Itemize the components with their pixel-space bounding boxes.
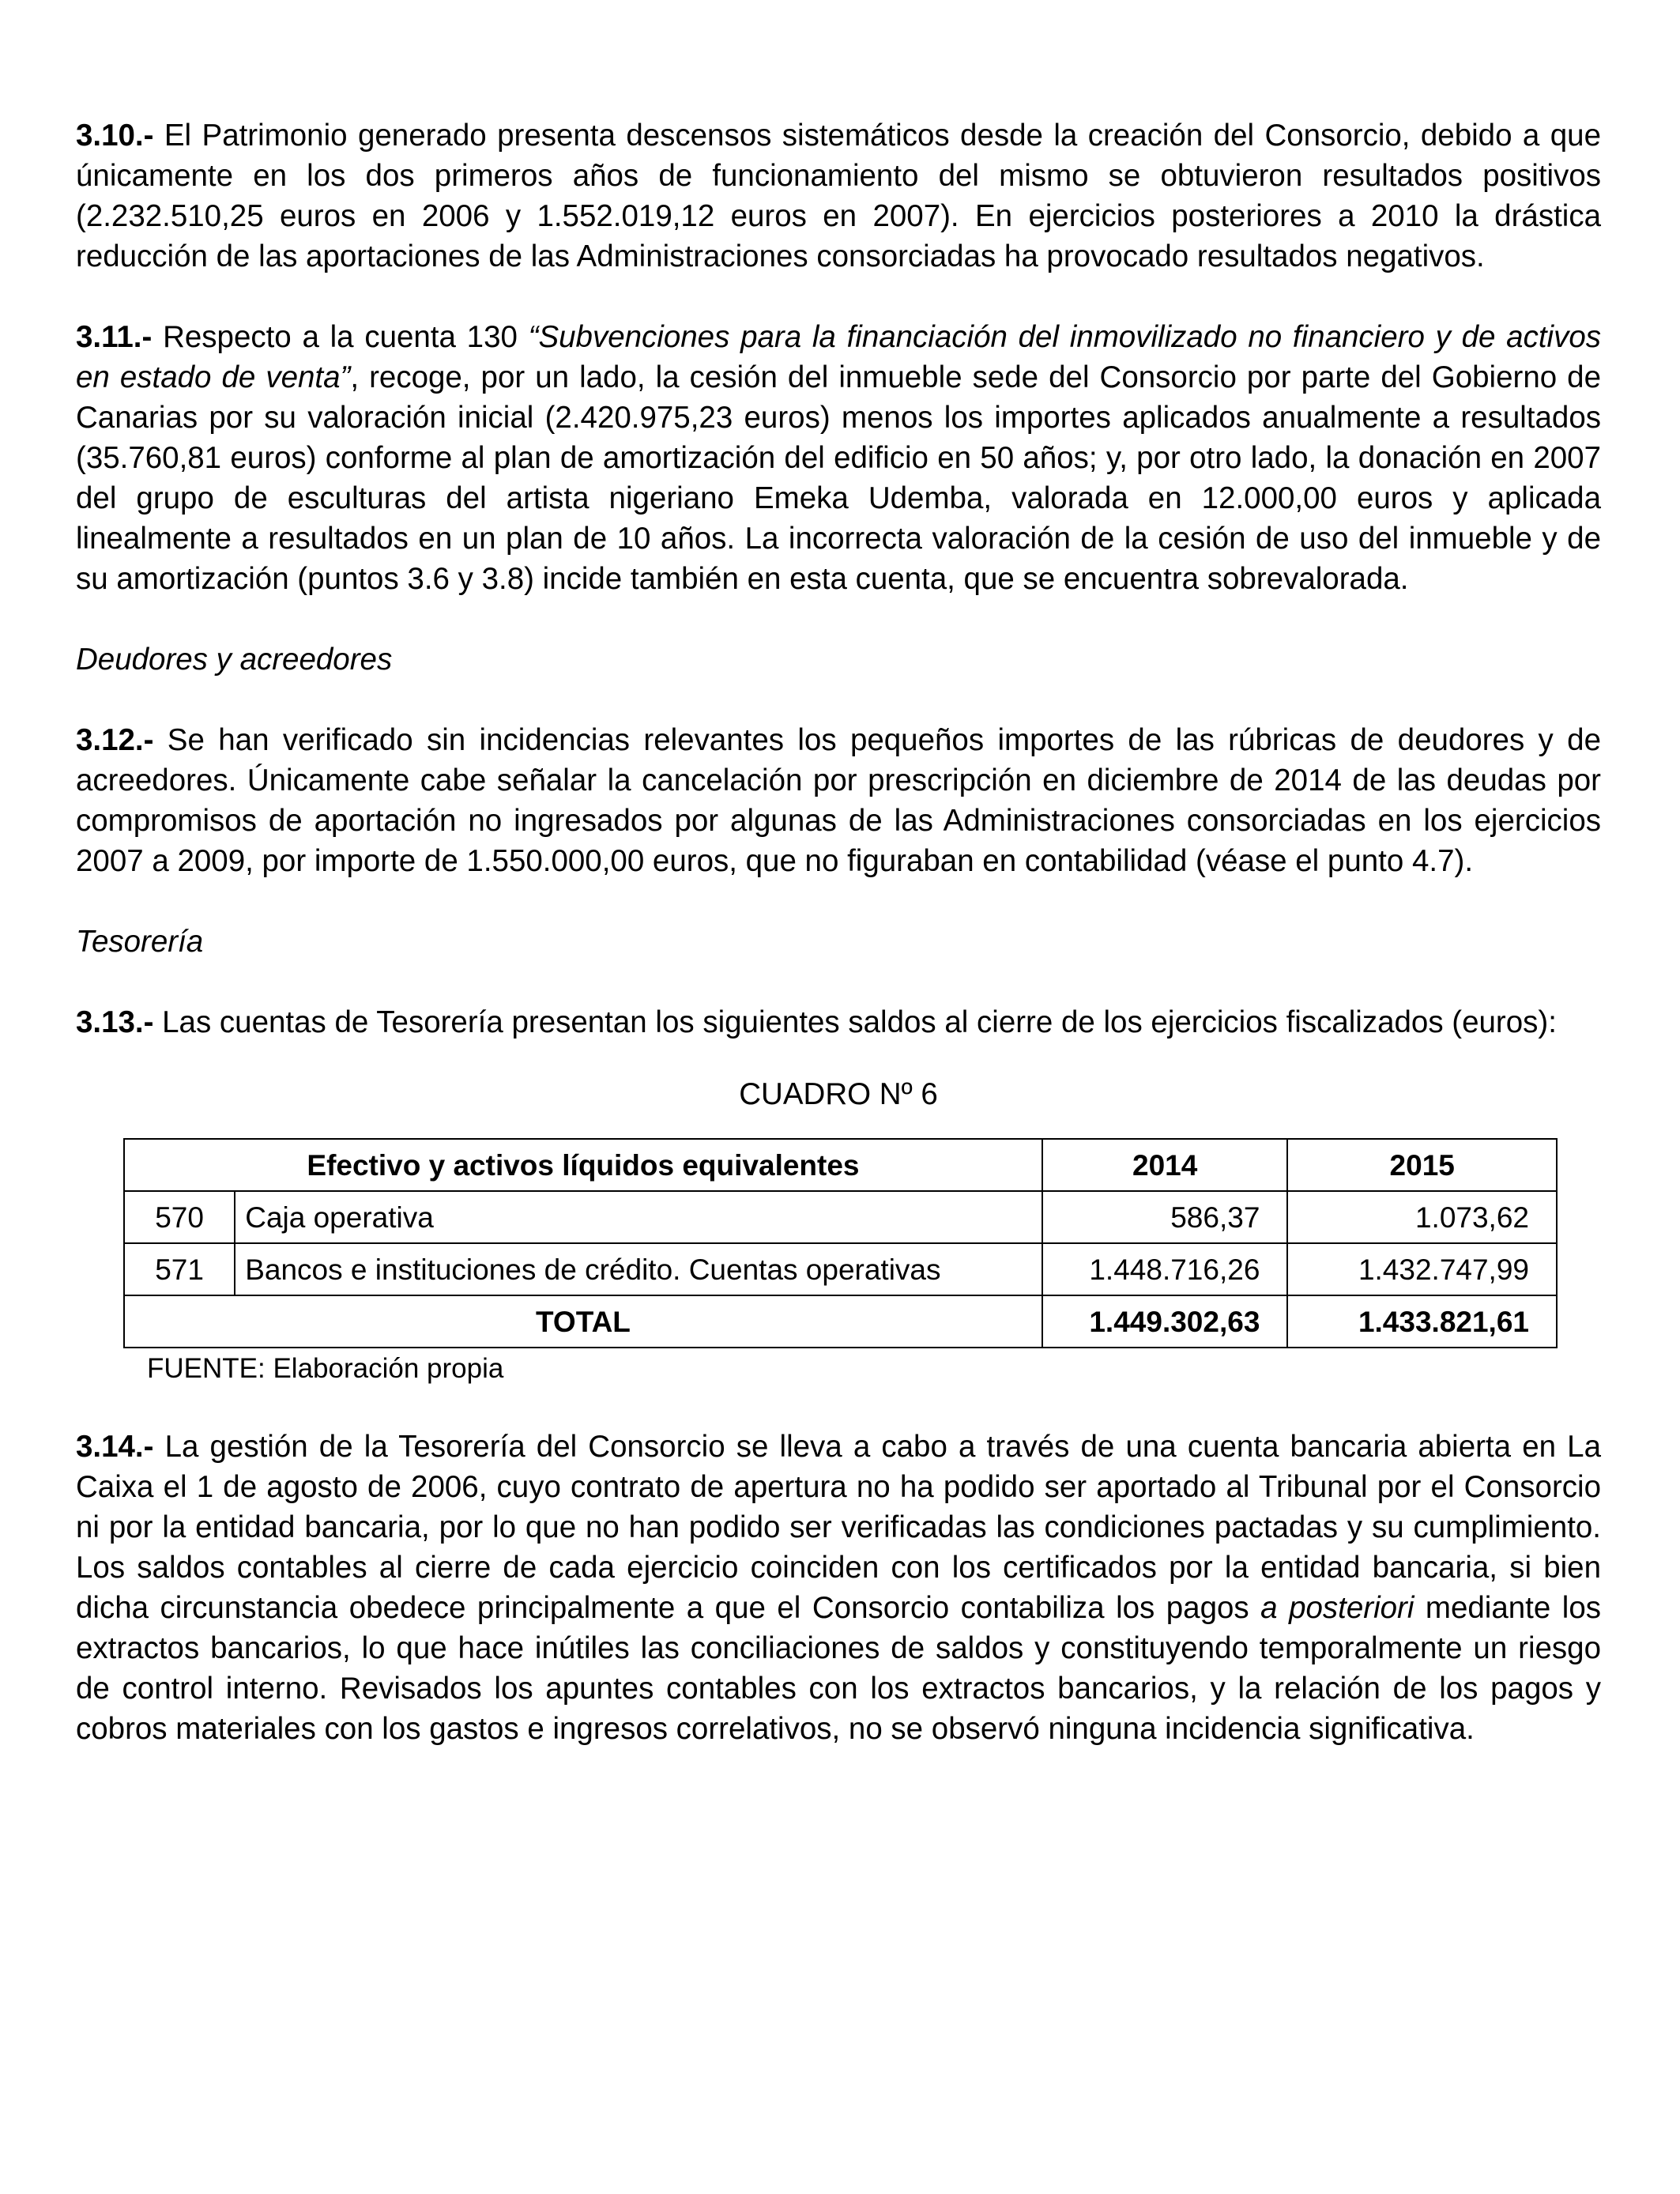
- paragraph-3-12: [76, 720, 1601, 881]
- table-row: [124, 1191, 1557, 1243]
- section-heading-deudores: Deudores y acreedores: [76, 643, 393, 677]
- paragraph-text-cont: , recoge, por un lado, la cesión del inmueble sede del Consorcio por parte del Gobierno de Canarias por su valoración inicial (2.420.975,23 euros) menos los importes aplicados anualmente a resultados (35.760,81 euros) conforme al plan de amortización del edificio en 50 años; y, por otro lado, la donación en 2007 del grupo de esculturas del artista nigeriano Emeka Udemba, valorada en 12.000,00 euros y aplicada linealmente a resultados en un plan de 10 años. La incorrecta valoración de la cesión de uso del inmueble y de su amortización (puntos 3.6 y 3.8) incide también en esta cuenta, que se encuentra sobrevalorada.: [76, 360, 1601, 596]
- paragraph-number: 3.13.-: [76, 1005, 154, 1039]
- paragraph-number: 3.14.-: [76, 1430, 154, 1464]
- paragraph-3-14: [76, 1427, 1601, 1749]
- paragraph-3-13: [76, 1002, 1601, 1042]
- table-total-row: [124, 1295, 1557, 1348]
- account-code: 570: [124, 1191, 235, 1243]
- value-2015: 1.432.747,99: [1287, 1243, 1557, 1295]
- account-description: Caja operativa: [235, 1191, 1042, 1243]
- paragraph-text: Se han verificado sin incidencias relevantes los pequeños importes de las rúbricas de deudores y de acreedores. Únicamente cabe señalar la cancelación por prescripción en diciembre de 2014 de las deudas por compromisos de aportación no ingresados por algunas de las Administraciones consorciadas en los ejercicios 2007 a 2009, por importe de 1.550.000,00 euros, que no figuraban en contabilidad (véase el punto 4.7).: [76, 723, 1601, 878]
- paragraph-number: 3.10.-: [76, 119, 154, 153]
- header-2014: 2014: [1042, 1139, 1288, 1191]
- account-description: Bancos e instituciones de crédito. Cuentas operativas: [235, 1243, 1042, 1295]
- treasury-table: [123, 1138, 1558, 1348]
- paragraph-3-11: [76, 317, 1601, 599]
- paragraph-number: 3.11.-: [76, 320, 153, 354]
- table-caption: CUADRO Nº 6: [739, 1077, 938, 1111]
- value-2015: 1.073,62: [1287, 1191, 1557, 1243]
- total-2015: 1.433.821,61: [1287, 1295, 1557, 1348]
- header-2015: 2015: [1287, 1139, 1557, 1191]
- paragraph-text-cont: mediante los extractos bancarios, lo que hace inútiles las conciliaciones de saldos y constituyendo temporalmente un riesgo de control interno. Revisados los apuntes contables con los extractos bancarios, y la relación de los pagos y cobros materiales con los gastos e ingresos correlativos, no se observó ninguna incidencia significativa.: [76, 1591, 1601, 1746]
- paragraph-text: Respecto a la cuenta 130: [152, 320, 529, 354]
- header-description: Efectivo y activos líquidos equivalentes: [124, 1139, 1042, 1191]
- section-heading-tesoreria: Tesorería: [76, 925, 204, 959]
- latin-phrase-italic: a posteriori: [1260, 1591, 1414, 1625]
- total-label: TOTAL: [124, 1295, 1042, 1348]
- value-2014: 1.448.716,26: [1042, 1243, 1288, 1295]
- paragraph-text: El Patrimonio generado presenta descensos sistemáticos desde la creación del Consorcio, debido a que únicamente en los dos primeros años de funcionamiento del mismo se obtuvieron resultados positivos (2.232.510,25 euros en 2006 y 1.552.019,12 euros en 2007). En ejercicios posteriores a 2010 la drástica reducción de las aportaciones de las Administraciones consorciadas ha provocado resultados negativos.: [76, 119, 1601, 273]
- paragraph-text: La gestión de la Tesorería del Consorcio se lleva a cabo a través de una cuenta bancaria abierta en La Caixa el 1 de agosto de 2006, cuyo contrato de apertura no ha podido ser aportado al Tribunal por el Consorcio ni por la entidad bancaria, por lo que no han podido ser verificadas las condiciones pactadas y su cumplimiento. Los saldos contables al cierre de cada ejercicio coinciden con los certificados por la entidad bancaria, si bien dicha circunstancia obedece principalmente a que el Consorcio contabiliza los pagos: [76, 1430, 1601, 1625]
- paragraph-text: Las cuentas de Tesorería presentan los siguientes saldos al cierre de los ejercicios fiscalizados (euros):: [153, 1005, 1557, 1039]
- paragraph-number: 3.12.-: [76, 723, 154, 757]
- value-2014: 586,37: [1042, 1191, 1288, 1243]
- table-header-row: [124, 1139, 1557, 1191]
- table-source: FUENTE: Elaboración propia: [147, 1353, 504, 1384]
- paragraph-3-10: [76, 115, 1601, 277]
- account-title-italic: “Subvenciones para la financiación del inmovilizado no financiero y de activos en estado de venta”: [76, 320, 1601, 394]
- account-code: 571: [124, 1243, 235, 1295]
- table-row: [124, 1243, 1557, 1295]
- total-2014: 1.449.302,63: [1042, 1295, 1288, 1348]
